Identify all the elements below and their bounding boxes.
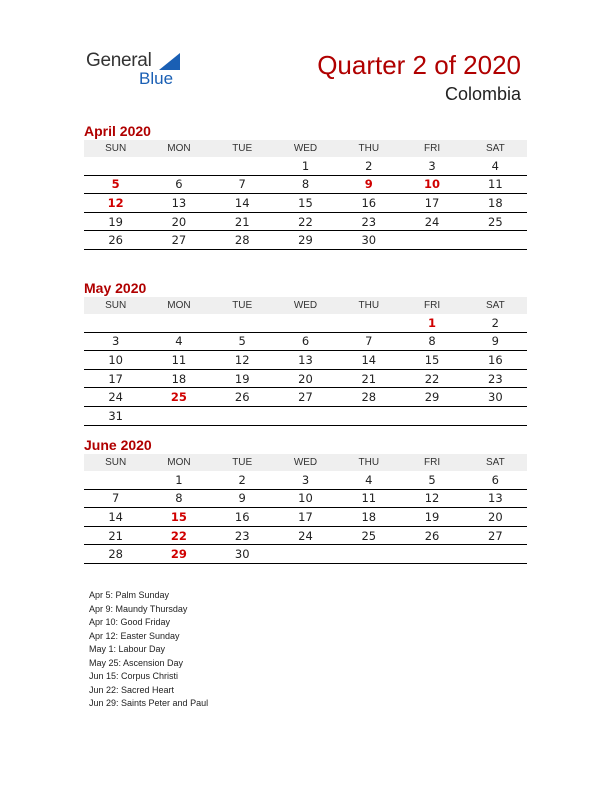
day-cell: [84, 471, 147, 489]
holiday-item: May 25: Ascension Day: [89, 657, 184, 668]
day-cell: 28: [84, 545, 147, 564]
day-cell: 12: [400, 489, 463, 508]
day-cell: 4: [147, 332, 210, 351]
weekday-header: MON: [147, 140, 210, 157]
day-cell: 13: [464, 489, 527, 508]
weekday-header-row: [84, 140, 527, 157]
day-cell: 13: [274, 351, 337, 370]
week-row: [84, 508, 527, 527]
day-cell: 3: [84, 332, 147, 351]
day-cell: 14: [337, 351, 400, 370]
day-cell: 22: [274, 212, 337, 231]
day-cell: 16: [464, 351, 527, 370]
logo-general-text: General: [86, 50, 152, 71]
holiday-item: Apr 10: Good Friday: [89, 617, 171, 627]
month-april: [84, 122, 527, 250]
day-cell: 6: [274, 332, 337, 351]
holiday-item: Jun 29: Saints Peter and Paul: [89, 698, 209, 708]
day-cell: [400, 231, 463, 250]
day-cell: 19: [211, 369, 274, 388]
day-cell: 22: [400, 369, 463, 388]
day-cell: 8: [147, 489, 210, 508]
day-cell: 3: [274, 471, 337, 489]
weekday-header-row: [84, 297, 527, 314]
day-cell: 28: [337, 388, 400, 407]
day-cell: 10: [274, 489, 337, 508]
day-cell: 9: [337, 175, 400, 194]
logo-triangle-icon: [159, 53, 180, 70]
day-cell: 5: [400, 471, 463, 489]
day-cell: 29: [400, 388, 463, 407]
day-cell: 4: [464, 157, 527, 175]
month-may: [84, 279, 527, 426]
day-cell: 24: [274, 526, 337, 545]
day-cell: 16: [337, 194, 400, 213]
week-row: [84, 406, 527, 425]
day-cell: 31: [84, 406, 147, 425]
week-row: [84, 231, 527, 250]
day-cell: 5: [211, 332, 274, 351]
day-cell: 12: [211, 351, 274, 370]
day-cell: 15: [400, 351, 463, 370]
week-row: [84, 157, 527, 175]
week-row: [84, 388, 527, 407]
day-cell: [147, 406, 210, 425]
weekday-header: SUN: [84, 140, 147, 157]
week-row: [84, 332, 527, 351]
day-cell: 12: [84, 194, 147, 213]
day-cell: 25: [147, 388, 210, 407]
day-cell: 11: [337, 489, 400, 508]
day-cell: 17: [400, 194, 463, 213]
weekday-header: SAT: [464, 140, 527, 157]
day-cell: [147, 157, 210, 175]
week-row: [84, 369, 527, 388]
week-row: [84, 314, 527, 332]
day-cell: 17: [274, 508, 337, 527]
holiday-list: [89, 589, 208, 711]
week-row: [84, 526, 527, 545]
day-cell: 20: [147, 212, 210, 231]
day-cell: 21: [211, 212, 274, 231]
weekday-header-row: [84, 454, 527, 471]
calendar-grid: [84, 297, 527, 426]
day-cell: 14: [211, 194, 274, 213]
week-row: [84, 489, 527, 508]
page-title: Quarter 2 of 2020: [317, 50, 521, 80]
day-cell: 22: [147, 526, 210, 545]
day-cell: [464, 231, 527, 250]
weekday-header: THU: [337, 297, 400, 314]
day-cell: [211, 406, 274, 425]
month-title: June 2020: [84, 437, 152, 453]
day-cell: 1: [147, 471, 210, 489]
day-cell: 24: [84, 388, 147, 407]
day-cell: 2: [211, 471, 274, 489]
holiday-item: Jun 22: Sacred Heart: [89, 684, 175, 695]
holiday-item: Apr 5: Palm Sunday: [89, 590, 170, 600]
day-cell: 23: [211, 526, 274, 545]
day-cell: 1: [274, 157, 337, 175]
logo-blue-text: Blue: [139, 69, 174, 88]
day-cell: [274, 314, 337, 332]
day-cell: 2: [337, 157, 400, 175]
month-june: [84, 436, 527, 564]
weekday-header: WED: [274, 454, 337, 471]
weekday-header: SAT: [464, 454, 527, 471]
holiday-item: Apr 9: Maundy Thursday: [89, 603, 188, 614]
day-cell: 9: [211, 489, 274, 508]
week-row: [84, 212, 527, 231]
day-cell: 30: [211, 545, 274, 564]
day-cell: 27: [274, 388, 337, 407]
day-cell: 6: [464, 471, 527, 489]
day-cell: [211, 157, 274, 175]
day-cell: 26: [400, 526, 463, 545]
day-cell: 4: [337, 471, 400, 489]
day-cell: [274, 545, 337, 564]
day-cell: [147, 314, 210, 332]
holiday-item: May 1: Labour Day: [89, 644, 166, 654]
day-cell: 23: [464, 369, 527, 388]
day-cell: 7: [337, 332, 400, 351]
day-cell: 5: [84, 175, 147, 194]
day-cell: [337, 545, 400, 564]
day-cell: 18: [147, 369, 210, 388]
day-cell: 28: [211, 231, 274, 250]
day-cell: 30: [464, 388, 527, 407]
day-cell: 8: [400, 332, 463, 351]
day-cell: 27: [464, 526, 527, 545]
day-cell: [464, 406, 527, 425]
weekday-header: WED: [274, 140, 337, 157]
day-cell: [400, 545, 463, 564]
day-cell: 19: [400, 508, 463, 527]
country-name: Colombia: [444, 84, 521, 104]
day-cell: 13: [147, 194, 210, 213]
weekday-header: SUN: [84, 454, 147, 471]
day-cell: 2: [464, 314, 527, 332]
day-cell: [84, 157, 147, 175]
weekday-header: TUE: [211, 297, 274, 314]
holiday-item: Jun 15: Corpus Christi: [89, 671, 179, 681]
weekday-header: SUN: [84, 297, 147, 314]
weekday-header: THU: [337, 140, 400, 157]
day-cell: [337, 314, 400, 332]
day-cell: 3: [400, 157, 463, 175]
day-cell: 25: [464, 212, 527, 231]
day-cell: 30: [337, 231, 400, 250]
day-cell: 26: [84, 231, 147, 250]
day-cell: 11: [147, 351, 210, 370]
day-cell: 7: [84, 489, 147, 508]
week-row: [84, 194, 527, 213]
weekday-header: SAT: [464, 297, 527, 314]
day-cell: 7: [211, 175, 274, 194]
holiday-item: Apr 12: Easter Sunday: [89, 630, 180, 641]
day-cell: 14: [84, 508, 147, 527]
day-cell: 26: [211, 388, 274, 407]
day-cell: 10: [400, 175, 463, 194]
weekday-header: WED: [274, 297, 337, 314]
day-cell: 20: [464, 508, 527, 527]
week-row: [84, 351, 527, 370]
day-cell: 16: [211, 508, 274, 527]
day-cell: 20: [274, 369, 337, 388]
day-cell: 19: [84, 212, 147, 231]
month-title: May 2020: [84, 280, 147, 296]
day-cell: 11: [464, 175, 527, 194]
day-cell: 9: [464, 332, 527, 351]
week-row: [84, 175, 527, 194]
weekday-header: FRI: [400, 454, 463, 471]
weekday-header: TUE: [211, 140, 274, 157]
month-title: April 2020: [84, 123, 151, 139]
day-cell: 6: [147, 175, 210, 194]
weekday-header: MON: [147, 454, 210, 471]
logo: [86, 50, 196, 90]
day-cell: 21: [337, 369, 400, 388]
day-cell: [464, 545, 527, 564]
day-cell: 29: [147, 545, 210, 564]
weekday-header: MON: [147, 297, 210, 314]
calendar-grid: [84, 454, 527, 564]
weekday-header: TUE: [211, 454, 274, 471]
day-cell: 21: [84, 526, 147, 545]
day-cell: 23: [337, 212, 400, 231]
day-cell: 24: [400, 212, 463, 231]
day-cell: 10: [84, 351, 147, 370]
day-cell: 15: [274, 194, 337, 213]
week-row: [84, 471, 527, 489]
weekday-header: THU: [337, 454, 400, 471]
calendar-grid: [84, 140, 527, 250]
day-cell: [274, 406, 337, 425]
day-cell: [400, 406, 463, 425]
day-cell: 8: [274, 175, 337, 194]
day-cell: 25: [337, 526, 400, 545]
day-cell: 15: [147, 508, 210, 527]
day-cell: 18: [464, 194, 527, 213]
day-cell: [84, 314, 147, 332]
day-cell: 17: [84, 369, 147, 388]
day-cell: 27: [147, 231, 210, 250]
day-cell: 1: [400, 314, 463, 332]
weekday-header: FRI: [400, 140, 463, 157]
day-cell: 29: [274, 231, 337, 250]
day-cell: 18: [337, 508, 400, 527]
day-cell: [337, 406, 400, 425]
day-cell: [211, 314, 274, 332]
weekday-header: FRI: [400, 297, 463, 314]
week-row: [84, 545, 527, 564]
